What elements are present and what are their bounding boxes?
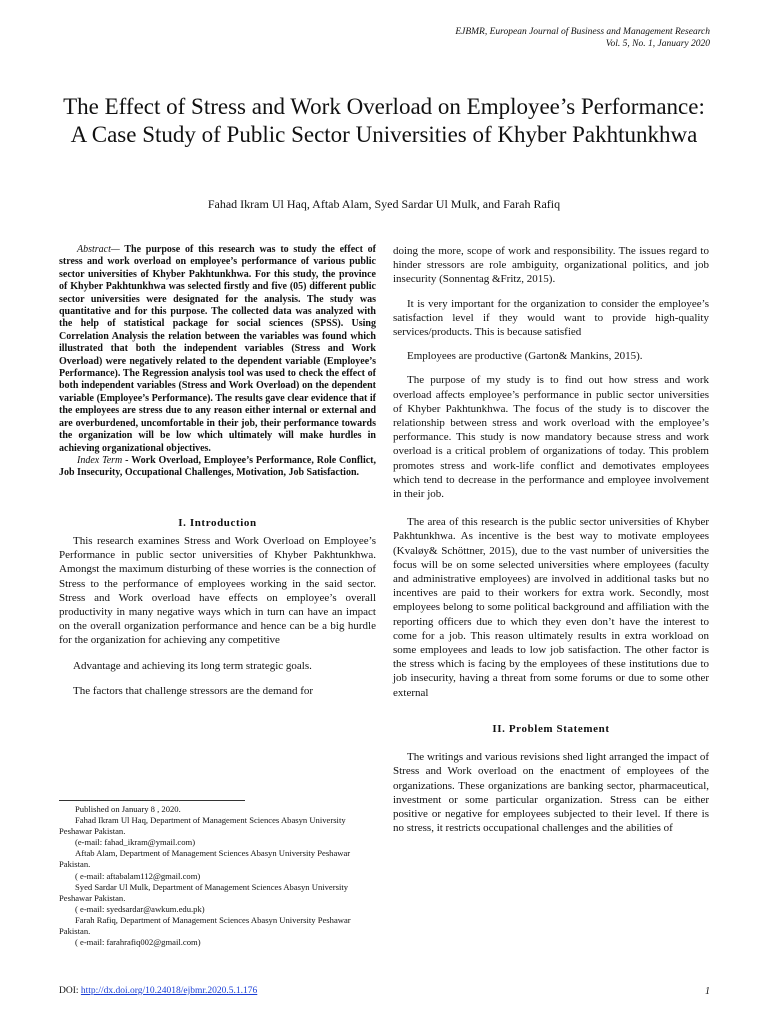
section-heading-introduction: I. Introduction bbox=[178, 516, 257, 529]
footnote-email-3: ( e-mail: syedsardar@awkum.edu.pk) bbox=[75, 903, 205, 914]
paper-title: The Effect of Stress and Work Overload on Employee’s Performance: A Case Study of Public Sector Universities of Khyber Pakhtunkhwa bbox=[63, 94, 705, 147]
intro-paragraph-2: Advantage and achieving its long term strategic goals. bbox=[73, 659, 312, 672]
index-terms-label: Index Term bbox=[77, 454, 123, 466]
journal-header bbox=[455, 26, 710, 50]
abstract-text: The purpose of this research was to study the effect of stress and work overload on employee’s performance of various public sector universities of Khyber Pakhtunkhwa. For this study, the province of Khyber Pakhtunkhwa was selected firstly and five (05) different public sector universities were designated for the analysis. The study was quantitative and for this purpose. The collected data was analyzed with the help of statistical package for social sciences (SPSS). Using Correlation Analysis the relation between the variables was found which illustrated that both the independent variables (Stress and Work Overload) were negatively related to the dependent variable (Employee’s Performance). The Regression analysis tool was used to check the effect of both independent variables (Stress and Work Overload) on the dependent variable (Employee’s Performance). The results gave clear evidence that if the employees are stress due to any reason either internal or external and are overburdened, uncomfortable in their job, their performance towards the organization will be low which ultimately will make hurdles in achieving organizational objectives. bbox=[59, 244, 376, 454]
footnote-author-1: Fahad Ikram Ul Haq, Department of Management Sciences Abasyn University Peshawar Pakistan. bbox=[59, 815, 346, 837]
doi-label: DOI: bbox=[59, 986, 81, 996]
section-heading-problem-statement: II. Problem Statement bbox=[492, 722, 610, 735]
paper-authors: Fahad Ikram Ul Haq, Aftab Alam, Syed Sardar Ul Mulk, and Farah Rafiq bbox=[207, 197, 561, 211]
abstract-label: Abstract— bbox=[77, 244, 120, 255]
right-paragraph-5: The area of this research is the public sector universities of Khyber Pakhtunkhwa. As incentive is the best way to motivate employees (Kvaløy& Schöttner, 2015), due to the vast number of universities the focus will be on some selected universities where employees (faculty and administrative employees) are involved in additional tasks but no incentives are paid to their workers for extra work. Secondly, most employees belong to some political background and affiliation with the reporting officers due to which they even don’t have the interest to come for a job. This reason ultimately results in extra workload on some employees and leads to low job satisfaction. The other factor is the stress which is facing by the employees of these institutions due to job insecurity, having a threat from some forums or due to some other external bbox=[393, 516, 709, 699]
footnote-divider bbox=[59, 800, 245, 801]
doi-link[interactable]: http://dx.doi.org/10.24018/ejbmr.2020.5.1.176 bbox=[80, 986, 258, 996]
journal-name: EJBMR, European Journal of Business and Management Research bbox=[455, 27, 710, 37]
right-paragraph-2: It is very important for the organization to consider the employee’s satisfaction level if they would want to provide high-quality services/products. This is because satisfied bbox=[393, 297, 709, 339]
page-number: 1 bbox=[705, 986, 710, 997]
footnote-email-1: (e-mail: fahad_ikram@ymail.com) bbox=[75, 837, 196, 848]
journal-volume: Vol. 5, No. 1, January 2020 bbox=[605, 39, 710, 49]
problem-paragraph-1: The writings and various revisions shed light arranged the impact of Stress and Work overload on the enactment of employees of the organizations. These organizations are banking sector, pharmaceutical, investment or some particular organization. Stress can be either positive or negative for employees subjected to their level. If there is no stress, it restricts occupational challenges and the abilities of bbox=[393, 751, 709, 835]
footnote-author-2: Aftab Alam, Department of Management Sciences Abasyn University Peshawar Pakistan. bbox=[59, 848, 351, 870]
footnote-author-4: Farah Rafiq, Department of Management Sciences Abasyn University Peshawar Pakistan. bbox=[59, 914, 351, 937]
right-paragraph-3: Employees are productive (Garton& Mankins, 2015). bbox=[407, 350, 643, 363]
footnotes bbox=[59, 804, 376, 948]
intro-paragraph-1: This research examines Stress and Work Overload on Employee’s Performance in public sector universities of Khyber Pakhtunkhwa. Amongst the maximum disturbing of these worries is the connection of Stress to the performance of employees working in the said sector. Stress and Work overload have effects on employee’s overall productivity in many negative ways which in turn can have an impact on the overall organization performance and hence can be a big hurdle for the organization for achieving any competitive bbox=[59, 534, 376, 647]
index-terms bbox=[59, 455, 376, 480]
intro-paragraph-3: The factors that challenge stressors are the demand for bbox=[73, 684, 314, 697]
footnote-published: Published on January 8 , 2020. bbox=[75, 804, 181, 814]
index-terms-text: - Work Overload, Employee’s Performance, Role Conflict, Job Insecurity, Occupational Challenges, Motivation, Job Satisfaction. bbox=[59, 454, 376, 479]
doi-footer bbox=[59, 986, 257, 996]
right-paragraph-4: The purpose of my study is to find out how stress and work overload affects employee’s performance in public sector universities of Khyber Pakhtunkhwa. The focus of the study is to discover the relationship between stress and work overload with the employee’s performance. This study is now mandatory because stress and work overload is a critical problem of organizations of today. This problem promotes stress and work-life conflict and demotivates employees which tend to decrease in the performance and employee involvement in their job. bbox=[393, 374, 709, 501]
right-paragraph-1: doing the more, scope of work and responsibility. The issues regard to hinder stressors are role ambiguity, organizational politics, and job insecurity (Sonnentag &Fritz, 2015). bbox=[393, 245, 709, 286]
footnote-email-2: ( e-mail: aftabalam112@gmail.com) bbox=[75, 870, 201, 881]
right-column bbox=[393, 244, 709, 835]
abstract bbox=[59, 244, 376, 455]
left-column bbox=[59, 244, 376, 698]
footnote-email-4: ( e-mail: farahrafiq002@gmail.com) bbox=[75, 937, 201, 948]
footnote-author-3: Syed Sardar Ul Mulk, Department of Management Sciences Abasyn University Peshawar Pakistan. bbox=[59, 881, 349, 903]
